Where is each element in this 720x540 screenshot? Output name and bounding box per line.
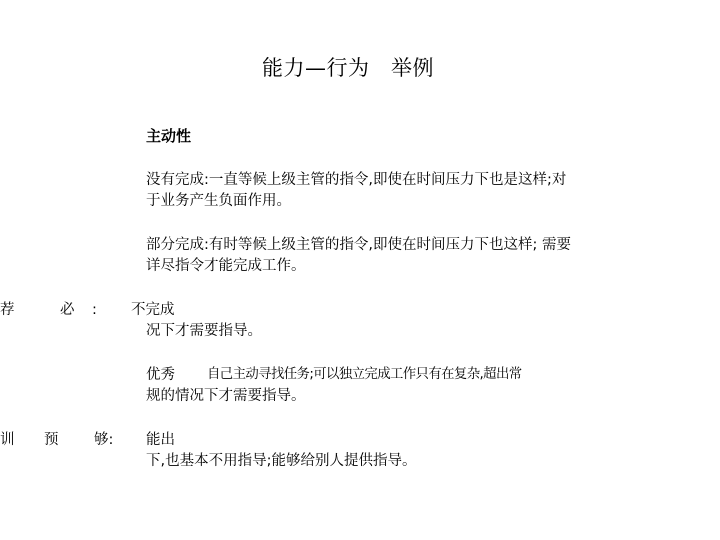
text-line-outstanding-1: 能出 xyxy=(146,432,175,448)
section-heading: 主动性 xyxy=(146,127,192,145)
text-line-completed-1: 不完成 xyxy=(131,302,175,318)
left-fragment-1: 荐 xyxy=(0,302,15,318)
text-line-excellent-2: 规的情况下才需要指导。 xyxy=(146,388,306,404)
left-fragment-2: 必 xyxy=(60,302,75,318)
left-fragment-5: 预 xyxy=(44,432,59,448)
text-line-not-completed-2: 于业务产生负面作用。 xyxy=(146,193,291,209)
text-line-partially-completed-2: 详尽指令才能完成工作。 xyxy=(146,258,306,274)
slide-title: 能力—行为 举例 xyxy=(262,56,435,80)
text-line-outstanding-2: 下,也基本不用指导;能够给别人提供指导。 xyxy=(146,453,417,469)
text-line-excellent-1: 自己主动寻找任务;可以独立完成工作只有在复杂,超出常 xyxy=(207,367,522,382)
text-line-not-completed-1: 没有完成:一直等候上级主管的指令,即使在时间压力下也是这样;对 xyxy=(146,172,567,188)
text-line-excellent-label: 优秀 xyxy=(146,367,175,383)
left-fragment-4: 训 xyxy=(0,432,15,448)
left-fragment-3: : xyxy=(92,302,97,318)
text-line-completed-2: 况下才需要指导。 xyxy=(146,323,262,339)
text-line-partially-completed-1: 部分完成:有时等候上级主管的指令,即使在时间压力下也这样; 需要 xyxy=(146,237,571,253)
left-fragment-6: 够: xyxy=(94,432,114,448)
